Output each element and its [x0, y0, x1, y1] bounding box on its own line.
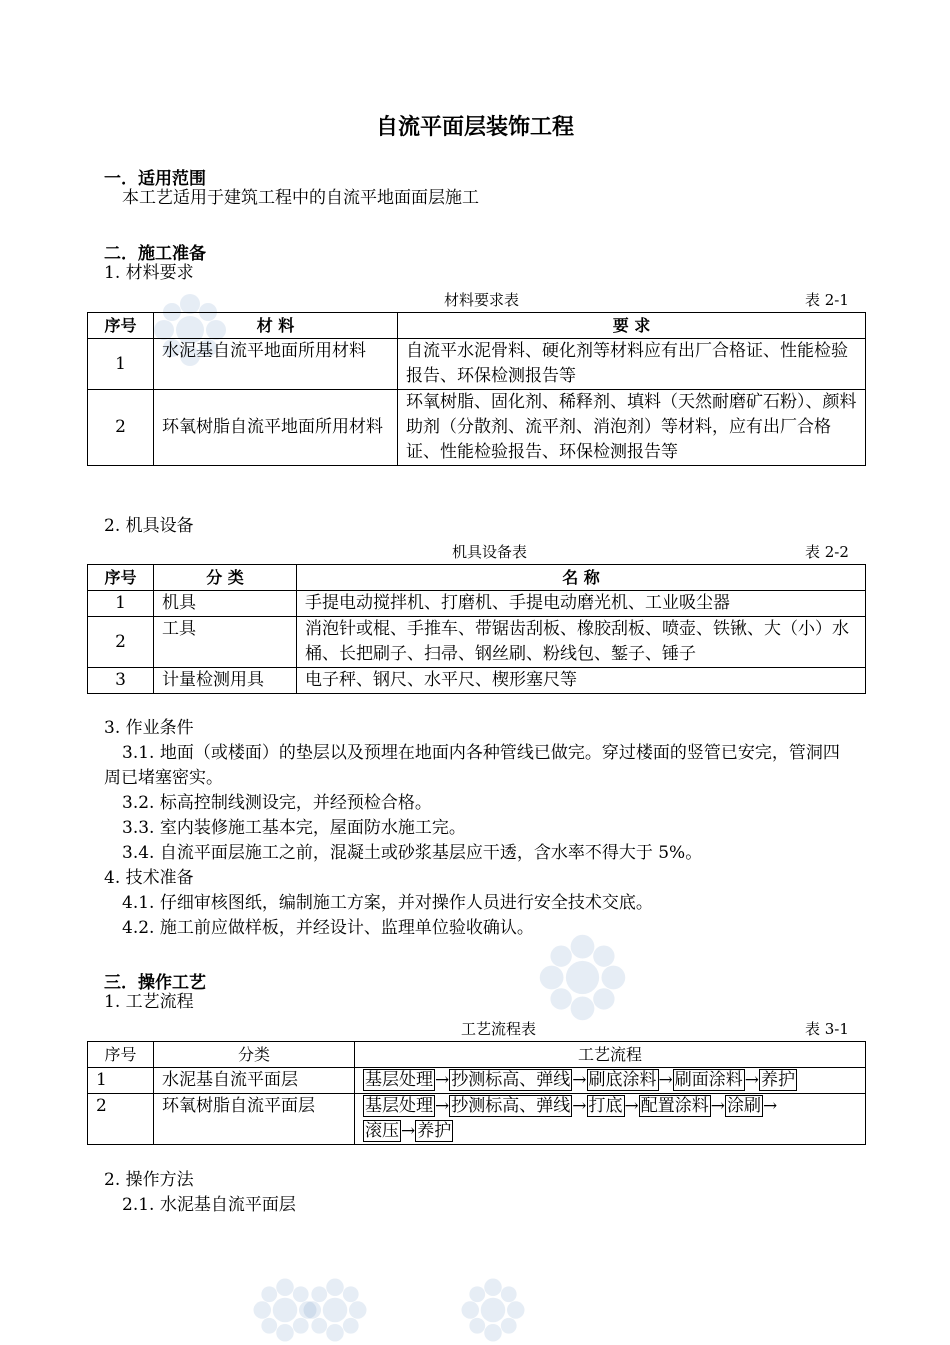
table-header-cell: 序号: [88, 1042, 154, 1068]
table-header-cell: 序号: [88, 313, 154, 339]
process-step: 抄测标高、弹线: [451, 1070, 571, 1090]
table-caption: 机具设备表: [452, 543, 528, 561]
table-cell: 计量检测用具: [154, 668, 297, 694]
table-cell: 2: [88, 617, 154, 668]
snowflake-watermark-icon: [458, 1275, 528, 1345]
table-row: [88, 390, 866, 466]
table-cell: 2: [88, 390, 154, 466]
page-title: 自流平面层装饰工程: [375, 115, 574, 140]
table-cell: 环氧树脂自流平地面所用材料: [154, 390, 398, 466]
process-step: 滚压: [365, 1121, 399, 1141]
table-row: [88, 1094, 866, 1145]
section-heading-process: 三．操作工艺: [104, 973, 206, 993]
arrow-icon: →: [401, 1121, 416, 1141]
table-cell: 环氧树脂自流平面层: [154, 1094, 355, 1145]
table-header-cell: 序号: [88, 565, 154, 591]
subheading-method: 2. 操作方法: [104, 1170, 194, 1190]
scope-text: 本工艺适用于建筑工程中的自流平地面面层施工: [122, 188, 479, 208]
process-step: 打底: [588, 1096, 623, 1116]
table-cell: 3: [88, 668, 154, 694]
table-cell: 自流平水泥骨料、硬化剂等材料应有出厂合格证、性能检验报告、环保检测报告等: [398, 339, 866, 390]
process-step: 刷底涂料: [588, 1070, 657, 1090]
table-number: 表 2-1: [805, 291, 849, 309]
method-2-1: 2.1. 水泥基自流平面层: [122, 1195, 296, 1215]
process-step: 抄测标高、弹线: [451, 1096, 571, 1116]
table-row: [88, 339, 866, 390]
table-row: [88, 591, 866, 617]
table-cell: 1: [88, 591, 154, 617]
section-heading-preparation: 二．施工准备: [104, 244, 206, 264]
subheading-conditions: 3. 作业条件: [104, 718, 194, 738]
table-cell: 1: [88, 339, 154, 390]
subheading-equipment: 2. 机具设备: [104, 516, 194, 536]
table-cell: 水泥基自流平面层: [154, 1068, 355, 1094]
arrow-icon: →: [624, 1096, 639, 1116]
table-caption: 工艺流程表: [461, 1020, 537, 1038]
arrow-icon: →: [435, 1096, 450, 1116]
arrow-icon: →: [572, 1070, 587, 1090]
table-cell: 机具: [154, 591, 297, 617]
process-step: 基层处理: [365, 1070, 433, 1090]
snowflake-watermark-icon: [535, 930, 630, 1025]
arrow-icon: →: [435, 1070, 450, 1090]
table-caption: 材料要求表: [444, 291, 520, 309]
process-step: 刷面涂料: [674, 1070, 743, 1090]
section-heading-scope: 一．适用范围: [104, 169, 206, 189]
process-step: 基层处理: [365, 1096, 433, 1116]
table-header-cell: 要 求: [398, 313, 866, 339]
table-header-row: [88, 1042, 866, 1068]
process-step: 涂刷: [727, 1096, 761, 1116]
table-header-cell: 材 料: [154, 313, 398, 339]
table-cell: 工具: [154, 617, 297, 668]
arrow-icon: →: [572, 1096, 587, 1116]
subheading-materials: 1. 材料要求: [104, 263, 194, 283]
process-step: 养护: [417, 1121, 452, 1141]
table-row: [88, 617, 866, 668]
table-header-row: [88, 565, 866, 591]
table-cell: 2: [88, 1094, 154, 1145]
table-row: [88, 668, 866, 694]
table-number: 表 3-1: [805, 1020, 849, 1038]
technical-4-1: 4.1. 仔细审核图纸，编制施工方案，并对操作人员进行安全技术交底。: [122, 893, 653, 913]
table-cell: 环氧树脂、固化剂、稀释剂、填料（天然耐磨矿石粉）、颜料助剂（分散剂、流平剂、消泡剂）等材料，应有出厂合格证、性能检验报告、环保检测报告等: [398, 390, 866, 466]
table-cell: 消泡针或棍、手推车、带锯齿刮板、橡胶刮板、喷壶、铁锹、大（小）水桶、长把刷子、扫帚、钢丝刷、粉线包、錾子、锤子: [297, 617, 866, 668]
subheading-technical: 4. 技术准备: [104, 868, 194, 888]
arrow-icon: →: [763, 1096, 778, 1116]
snowflake-watermark-icon: [300, 1275, 370, 1345]
condition-3-1: 3.1. 地面（或楼面）的垫层以及预埋在地面内各种管线已做完。穿过楼面的竖管已安完，管洞四周已堵塞密实。: [104, 743, 840, 788]
condition-3-2: 3.2. 标高控制线测设完，并经预检合格。: [122, 793, 432, 813]
table-header-row: [88, 313, 866, 339]
workflow-steps-cell: [355, 1068, 866, 1094]
condition-3-4: 3.4. 自流平面层施工之前，混凝土或砂浆基层应干透，含水率不得大于 5%。: [122, 843, 703, 863]
table-row: [88, 1068, 866, 1094]
arrow-icon: →: [710, 1096, 725, 1116]
arrow-icon: →: [658, 1070, 673, 1090]
materials-table: [87, 312, 866, 466]
arrow-icon: →: [744, 1070, 759, 1090]
table-cell: 水泥基自流平地面所用材料: [154, 339, 398, 390]
subheading-workflow: 1. 工艺流程: [104, 992, 194, 1012]
table-header-cell: 工艺流程: [355, 1042, 866, 1068]
process-step: 养护: [761, 1070, 795, 1090]
table-header-cell: 分类: [154, 1042, 355, 1068]
table-cell: 1: [88, 1068, 154, 1094]
process-step: 配置涂料: [640, 1096, 709, 1116]
technical-4-2: 4.2. 施工前应做样板，并经设计、监理单位验收确认。: [122, 918, 534, 938]
workflow-table: [87, 1041, 866, 1145]
table-header-cell: 分 类: [154, 565, 297, 591]
workflow-steps-cell: [355, 1094, 866, 1145]
condition-3-3: 3.3. 室内装修施工基本完，屋面防水施工完。: [122, 818, 466, 838]
table-number: 表 2-2: [805, 543, 849, 561]
table-header-cell: 名 称: [297, 565, 866, 591]
table-cell: 电子秤、钢尺、水平尺、楔形塞尺等: [297, 668, 866, 694]
table-cell: 手提电动搅拌机、打磨机、手提电动磨光机、工业吸尘器: [297, 591, 866, 617]
equipment-table: [87, 564, 866, 694]
